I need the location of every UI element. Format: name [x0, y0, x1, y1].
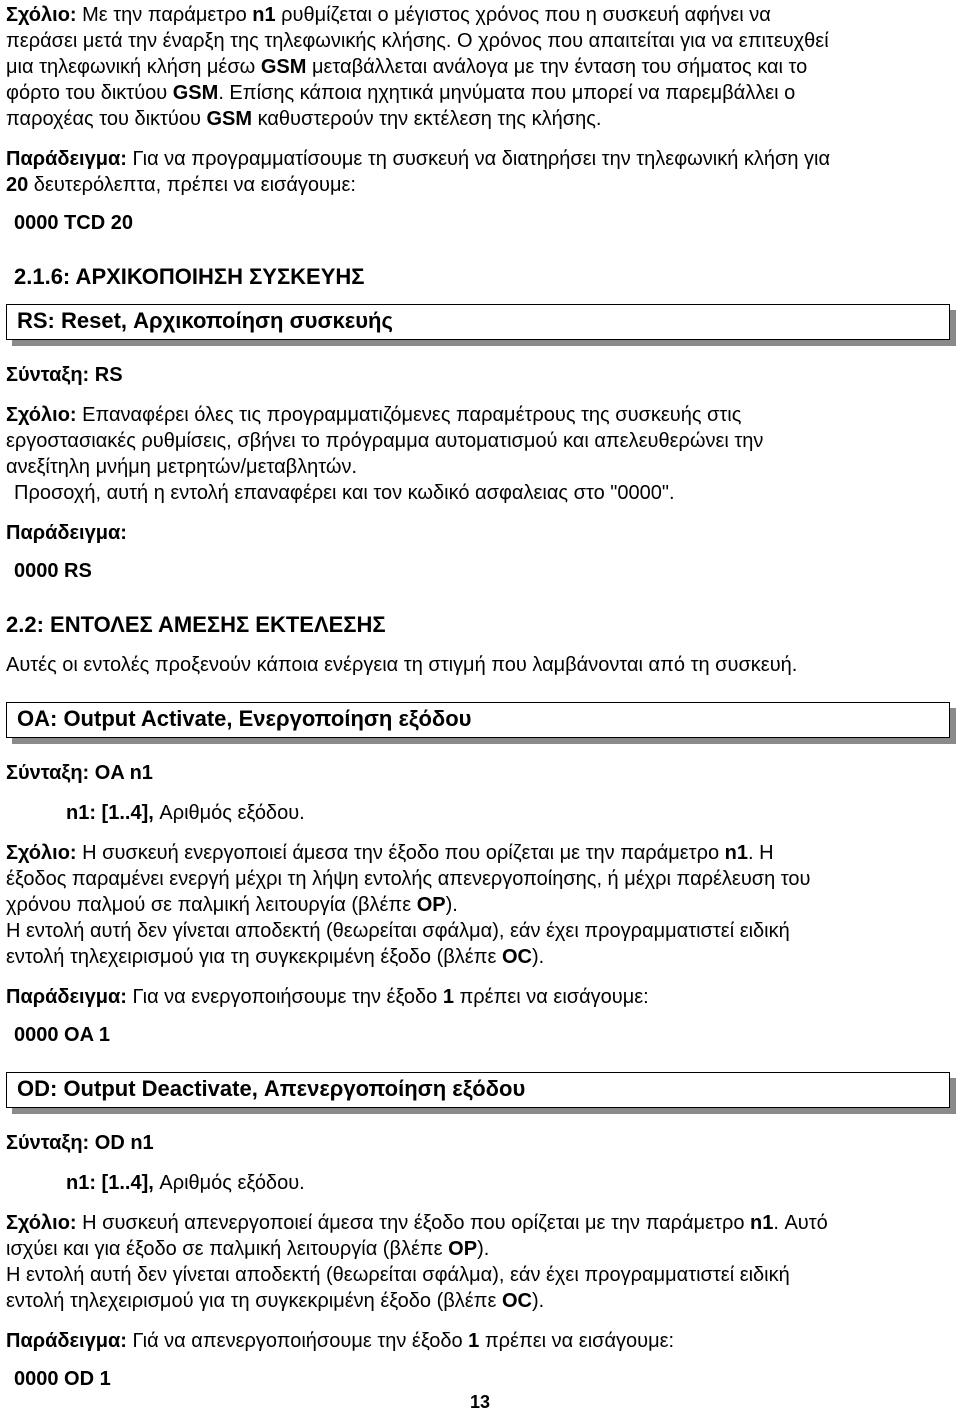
rs-warning: Προσοχή, αυτή η εντολή επαναφέρει και τον κωδικό ασφαλειας στο "0000". — [14, 482, 675, 504]
rs-command-box — [6, 304, 950, 340]
od-command-title: OD: Output Deactivate, Απενεργοποίηση εξόδου — [17, 1076, 526, 1101]
od-comment-line-1: Σχόλιο: Η συσκευή απενεργοποιεί άμεσα την έξοδο που ορίζεται με την παράμετρο n1. Αυτό — [6, 1212, 828, 1234]
page-number: 13 — [470, 1392, 491, 1412]
oa-comment-line-1: Σχόλιο: Η συσκευή ενεργοποιεί άμεσα την έξοδο που ορίζεται με την παράμετρο n1. Η — [6, 842, 774, 864]
intro-line-1: Σχόλιο: Με την παράμετρο n1 ρυθμίζεται ο μέγιστος χρόνος που η συσκευή αφήνει να — [6, 4, 771, 26]
od-example: Παράδειγμα: Γιά να απενεργοποιήσουμε την έξοδο 1 πρέπει να εισάγουμε: — [6, 1330, 675, 1352]
od-code: 0000 OD 1 — [14, 1368, 111, 1390]
intro-code: 0000 TCD 20 — [14, 212, 133, 234]
rs-comment-line-2: εργοστασιακές ρυθμίσεις, σβήνει το πρόγραμμα αυτοματισμού και απελευθερώνει την — [6, 430, 764, 452]
od-comment-line-4: εντολή τηλεχειρισμού για τη συγκεκριμένη έξοδο (βλέπε OC). — [6, 1290, 545, 1312]
od-command-box — [6, 1072, 950, 1108]
oa-param: n1: [1..4], Αριθμός εξόδου. — [66, 802, 305, 824]
intro-line-5: παροχέας του δικτύου GSM καθυστερούν την εκτέλεση της κλήσης. — [6, 108, 602, 130]
oa-comment-line-5: εντολή τηλεχειρισμού για τη συγκεκριμένη έξοδο (βλέπε OC). — [6, 946, 545, 968]
oa-command-title: OA: Output Activate, Ενεργοποίηση εξόδου — [17, 706, 472, 731]
intro-example-line-2: 20 δευτερόλεπτα, πρέπει να εισάγουμε: — [6, 174, 356, 196]
od-syntax: Σύνταξη: OD n1 — [6, 1132, 154, 1154]
oa-comment-line-2: έξοδος παραμένει ενεργή μέχρι τη λήψη εντολής απενεργοποίησης, ή μέχρι παρέλευση του — [6, 868, 811, 890]
intro-example-line-1: Παράδειγμα: Για να προγραμματίσουμε τη συσκευή να διατηρήσει την τηλεφωνική κλήση για — [6, 148, 831, 170]
od-comment-line-2: ισχύει και για έξοδο σε παλμική λειτουργία (βλέπε OP). — [6, 1238, 490, 1260]
section-heading-2-1-6: 2.1.6: ΑΡΧΙΚΟΠΟΙΗΣΗ ΣΥΣΚΕΥΗΣ — [14, 264, 365, 289]
oa-comment-line-3: χρόνου παλμού σε παλμική λειτουργία (βλέπε OP). — [6, 894, 458, 916]
intro-line-2: περάσει μετά την έναρξη της τηλεφωνικής κλήσης. Ο χρόνος που απαιτείται για να επιτευχθεί — [6, 30, 829, 52]
oa-command-box — [6, 702, 950, 738]
od-param: n1: [1..4], Αριθμός εξόδου. — [66, 1172, 305, 1194]
oa-example: Παράδειγμα: Για να ενεργοποιήσουμε την έξοδο 1 πρέπει να εισάγουμε: — [6, 986, 649, 1008]
rs-comment-line-3: ανεξίτηλη μνήμη μετρητών/μεταβλητών. — [6, 456, 358, 478]
oa-comment-line-4: Η εντολή αυτή δεν γίνεται αποδεκτή (θεωρείται σφάλμα), εάν έχει προγραμματιστεί ειδική — [6, 920, 790, 942]
intro-line-3: μια τηλεφωνική κλήση μέσω GSM μεταβάλλεται ανάλογα με την ένταση του σήματος και το — [6, 56, 808, 78]
section-heading-2-2: 2.2: ΕΝΤΟΛΕΣ ΑΜΕΣΗΣ ΕΚΤΕΛΕΣΗΣ — [6, 612, 386, 637]
rs-example-label: Παράδειγμα: — [6, 522, 127, 544]
rs-syntax: Σύνταξη: RS — [6, 364, 123, 386]
rs-command-title: RS: Reset, Αρχικοποίηση συσκευής — [17, 308, 393, 333]
rs-code: 0000 RS — [14, 560, 92, 582]
od-comment-line-3: Η εντολή αυτή δεν γίνεται αποδεκτή (θεωρείται σφάλμα), εάν έχει προγραμματιστεί ειδική — [6, 1264, 790, 1286]
section-2-2-intro: Αυτές οι εντολές προξενούν κάποια ενέργεια τη στιγμή που λαμβάνονται από τη συσκευή. — [6, 654, 798, 676]
rs-comment-line-1: Σχόλιο: Επαναφέρει όλες τις προγραμματιζόμενες παραμέτρους της συσκευής στις — [6, 404, 742, 426]
intro-line-4: φόρτο του δικτύου GSM. Επίσης κάποια ηχητικά μηνύματα που μπορεί να παρεμβάλλει ο — [6, 82, 796, 104]
oa-syntax: Σύνταξη: OA n1 — [6, 762, 153, 784]
oa-code: 0000 OA 1 — [14, 1024, 110, 1046]
